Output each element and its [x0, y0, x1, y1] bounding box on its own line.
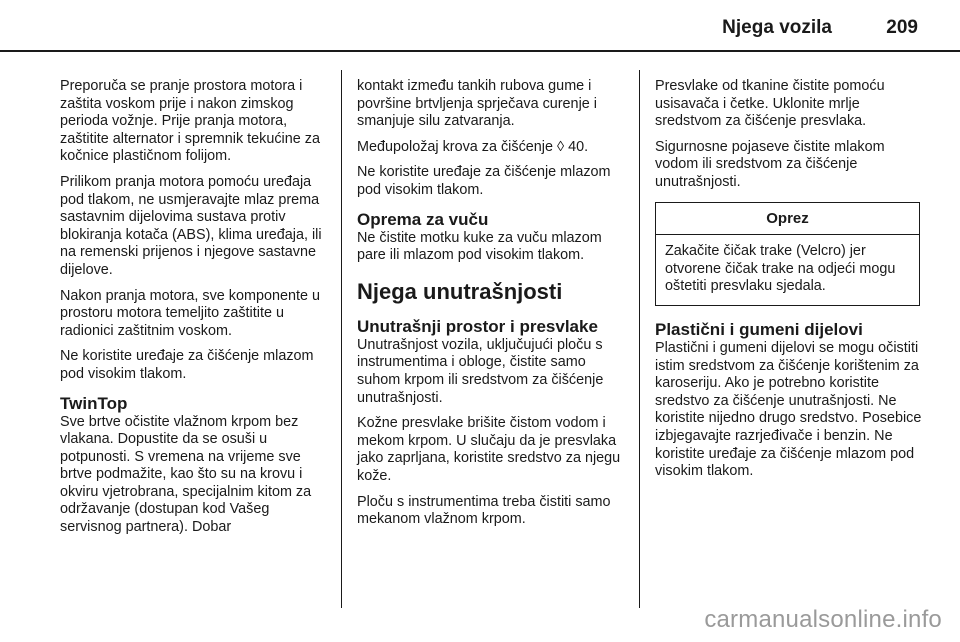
- plastic-rubber-heading: Plastični i gumeni dijelovi: [655, 319, 863, 339]
- engine-wash-paragraph: Preporuča se pranje prostora motora i zaštita voskom prije i nakon zimskog perioda vožnje. Prije pranja motora, zaštitite alternator i spremnik tekućine za kočnice plastičnom folijom.: [60, 78, 320, 165]
- column-1: [60, 78, 328, 545]
- caution-title: Oprez: [656, 203, 919, 236]
- instrument-panel-paragraph: Ploču s instrumentima treba čistiti samo mekanom vlažnom krpom.: [357, 493, 611, 528]
- seat-belts-paragraph: Sigurnosne pojaseve čistite mlakom vodom ili sredstvom za čišćenje unutrašnjosti.: [655, 138, 885, 190]
- wax-protection-paragraph: Nakon pranja motora, sve komponente u prostoru motora temeljito zaštitite u radionici zaštitnim voskom.: [60, 287, 320, 339]
- seal-contact-paragraph: kontakt između tankih rubova gume i površine brtvljenja sprječava curenje i smanjuje silu zatvaranja.: [357, 78, 597, 130]
- pressure-wash-paragraph: Prilikom pranja motora pomoću uređaja pod tlakom, ne usmjeravajte mlaz prema sastavnim dijelovima sustava protiv blokiranja kotača (ABS), klima uređaja, ili na remenski prijenos i njegove sastavne dijelove.: [60, 173, 322, 278]
- column-3: [655, 78, 925, 489]
- interior-paragraph: Unutrašnjost vozila, uključujući ploču s instrumentima i obloge, čistite samo suhom krpom ili sredstvom za čišćenje unutrašnjosti.: [357, 336, 604, 406]
- caution-text: Zakačite čičak trake (Velcro) jer otvorene čičak trake na odjeći mogu oštetiti presvlaku sjedala.: [665, 243, 896, 295]
- leather-paragraph: Kožne presvlake brišite čistom vodom i mekom krpom. U slučaju da je presvlaka jako zaprljana, koristite sredstvo za njegu kože.: [357, 415, 621, 484]
- interior-care-heading: Njega unutrašnjosti: [357, 278, 563, 304]
- roof-position-paragraph: Međupoložaj krova za čišćenje ◊ 40.: [357, 138, 589, 155]
- fabric-upholstery-paragraph: Presvlake od tkanine čistite pomoću usisavača i četke. Uklonite mrlje sredstvom za čišćenje presvlaka.: [655, 78, 885, 130]
- interior-upholstery-heading: Unutrašnji prostor i presvlake: [357, 316, 598, 336]
- no-high-pressure-paragraph-2: Ne koristite uređaje za čišćenje mlazom pod visokim tlakom.: [357, 164, 611, 198]
- watermark: carmanualsonline.info: [704, 606, 942, 633]
- caution-box: [655, 202, 920, 306]
- page-number: 209: [886, 17, 918, 38]
- no-high-pressure-paragraph: Ne koristite uređaje za čišćenje mlazom pod visokim tlakom.: [60, 348, 314, 382]
- column-2: [357, 78, 627, 537]
- towing-paragraph: Ne čistite motku kuke za vuču mlazom pare ili mlazom pod visokim tlakom.: [357, 229, 602, 264]
- header-rule: [0, 50, 960, 52]
- column-divider-right: [639, 70, 640, 608]
- twintop-heading: TwinTop: [60, 393, 128, 413]
- plastic-rubber-paragraph: Plastični i gumeni dijelovi se mogu očistiti istim sredstvom za čišćenje korištenim za karoseriju. Ako je potrebno koristite sredstvo za čišćenje unutrašnjosti. Ne koristite nijedno drugo sredstvo. Posebice izbjegavajte razrjeđivače i benzin. Ne koristite uređaje za čišćenje mlazom pod visokim tlakom.: [655, 339, 922, 480]
- twintop-paragraph: Sve brtve očistite vlažnom krpom bez vlakana. Dopustite da se osuši u potpunosti. S vremena na vrijeme sve brtve podmažite, kao što su na krovu i okviru vjetrobrana, specijalnim kitom za održavanje (dostupan kod Vašeg servisnog partnera). Dobar: [60, 413, 312, 536]
- towing-equipment-heading: Oprema za vuču: [357, 209, 489, 229]
- page-title: Njega vozila: [722, 17, 832, 38]
- column-divider-left: [341, 70, 342, 608]
